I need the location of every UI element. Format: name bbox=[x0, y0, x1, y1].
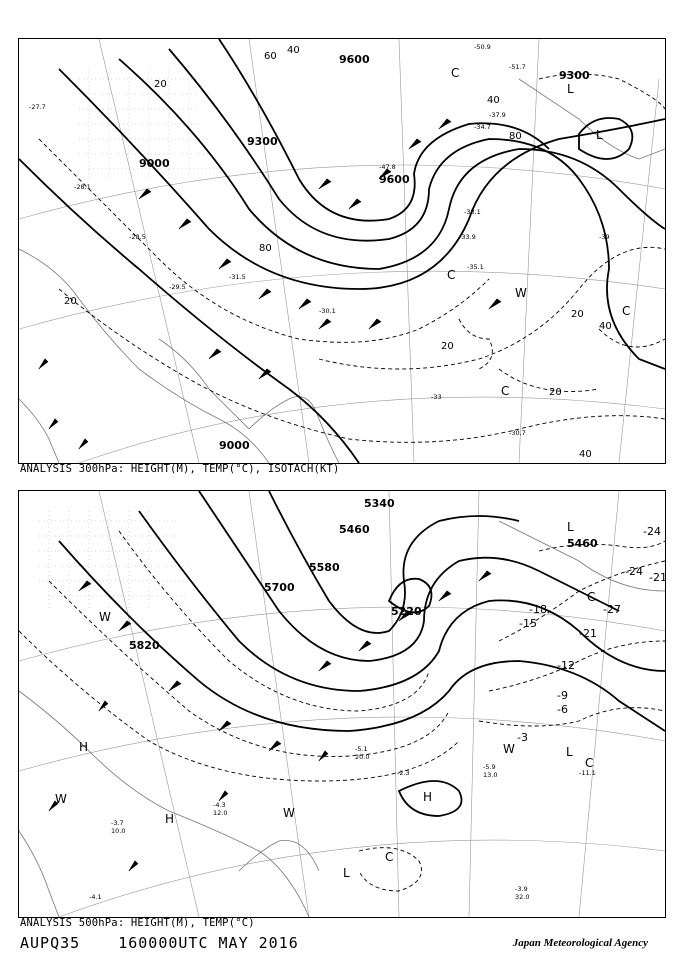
isotherm-label: -27 bbox=[603, 603, 621, 616]
contour-label: 5460 bbox=[339, 523, 370, 536]
cold-marker: C bbox=[622, 304, 631, 318]
low-marker: L bbox=[567, 520, 574, 534]
isotherm-label: -12 bbox=[557, 659, 575, 672]
isotherm-label: -18 bbox=[529, 603, 547, 616]
temp-label: -27.7 bbox=[29, 103, 46, 111]
contour-label: 9000 bbox=[219, 439, 250, 452]
contour-label: 9600 bbox=[379, 173, 410, 186]
isotherm-label: -3 bbox=[517, 731, 528, 744]
cold-marker: C bbox=[447, 268, 456, 282]
temp-label: -29.5 bbox=[169, 283, 186, 291]
map-500hpa bbox=[19, 491, 665, 917]
graticule bbox=[19, 39, 665, 463]
temp-label: -37.9 bbox=[489, 111, 506, 119]
panel-caption-500hpa: ANALYSIS 500hPa: HEIGHT(M), TEMP(°C) bbox=[20, 917, 255, 929]
isotach-label: 20 bbox=[441, 341, 454, 352]
isotherm-label: -6 bbox=[557, 703, 568, 716]
isotach-label: 20 bbox=[571, 309, 584, 320]
station-value: 10.0 bbox=[111, 827, 126, 835]
isotherm-label: -21 bbox=[579, 627, 597, 640]
station-value: -5.1 bbox=[355, 745, 368, 753]
terrain-hatch bbox=[39, 511, 189, 611]
station-value: -5.9 bbox=[483, 763, 496, 771]
contour-label: 5700 bbox=[264, 581, 295, 594]
station-value: -3.7 bbox=[111, 819, 124, 827]
cold-marker: C bbox=[451, 66, 460, 80]
contour-label: 5220 bbox=[391, 605, 422, 618]
graticule bbox=[19, 491, 665, 917]
warm-marker: W bbox=[99, 610, 111, 624]
contour-label: 9000 bbox=[139, 157, 170, 170]
station-value: 12.0 bbox=[213, 809, 228, 817]
isotherm-label: -21 bbox=[649, 571, 667, 584]
contour-label: 5340 bbox=[364, 497, 395, 510]
temp-label: -51.7 bbox=[509, 63, 526, 71]
coastline bbox=[19, 521, 665, 917]
temp-label: -33.1 bbox=[464, 208, 481, 216]
warm-marker: W bbox=[283, 806, 295, 820]
high-marker: H bbox=[165, 812, 175, 826]
cold-marker: C bbox=[385, 850, 394, 864]
temp-label: -30.7 bbox=[509, 429, 526, 437]
station-value: -4.3 bbox=[213, 801, 226, 809]
chart-code: AUPQ35 bbox=[20, 934, 81, 952]
isotach-label: 60 bbox=[264, 51, 277, 62]
low-marker: L bbox=[596, 128, 603, 142]
temp-label: -28.1 bbox=[74, 183, 91, 191]
contour-label: 5580 bbox=[309, 561, 340, 574]
chart-identifier bbox=[20, 934, 327, 952]
temp-label: -35.1 bbox=[467, 263, 484, 271]
high-marker: H bbox=[79, 740, 89, 754]
temp-label: -34.7 bbox=[474, 123, 491, 131]
low-marker: L bbox=[567, 82, 574, 96]
station-value: 32.0 bbox=[515, 893, 530, 901]
temperature-labels bbox=[29, 43, 610, 437]
cold-marker: C bbox=[501, 384, 510, 398]
isotach-label: 40 bbox=[487, 95, 500, 106]
contour-label: 9600 bbox=[339, 53, 370, 66]
contour-label: 9300 bbox=[247, 135, 278, 148]
temp-label: -28.5 bbox=[129, 233, 146, 241]
station-value: -11.1 bbox=[579, 769, 596, 777]
isotherm-labels bbox=[517, 525, 667, 744]
isotherm-label: -24 bbox=[625, 565, 643, 578]
isotach-label: 40 bbox=[287, 45, 300, 56]
cold-marker: C bbox=[585, 756, 594, 770]
station-value: 20.0 bbox=[355, 753, 370, 761]
isotachs bbox=[39, 74, 665, 442]
panel-caption-300hpa: ANALYSIS 300hPa: HEIGHT(M), TEMP(°C), ISOTACH(KT) bbox=[20, 463, 340, 475]
map-300hpa bbox=[19, 39, 665, 463]
temp-label: -39 bbox=[599, 233, 610, 241]
high-marker: H bbox=[423, 790, 433, 804]
warm-marker: W bbox=[55, 792, 67, 806]
station-value: 13.0 bbox=[483, 771, 498, 779]
temp-label: -33 bbox=[431, 393, 442, 401]
temp-label: -47.8 bbox=[379, 163, 396, 171]
isotach-label: 20 bbox=[549, 387, 562, 398]
pressure-systems bbox=[447, 66, 630, 398]
warm-marker: W bbox=[515, 286, 527, 300]
height-contours bbox=[19, 39, 665, 463]
isotach-label: 80 bbox=[509, 131, 522, 142]
agency-name: Japan Meteorological Agency bbox=[512, 937, 648, 949]
warm-marker: W bbox=[503, 742, 515, 756]
isotach-label: 80 bbox=[259, 243, 272, 254]
station-value: -3.9 bbox=[515, 885, 528, 893]
temp-label: -31.5 bbox=[229, 273, 246, 281]
isotach-label: 20 bbox=[64, 296, 77, 307]
pressure-systems bbox=[55, 520, 595, 880]
contour-label: 9300 bbox=[559, 69, 590, 82]
map-panel-500hpa bbox=[18, 490, 666, 918]
temp-label: -33.9 bbox=[459, 233, 476, 241]
low-marker: L bbox=[566, 745, 573, 759]
isotherm-label: -15 bbox=[519, 617, 537, 630]
low-marker: L bbox=[343, 866, 350, 880]
chart-datetime: 160000UTC MAY 2016 bbox=[118, 934, 299, 952]
map-panel-300hpa bbox=[18, 38, 666, 464]
temp-label: -50.9 bbox=[474, 43, 491, 51]
isotach-label: 40 bbox=[579, 449, 592, 460]
cold-marker: C bbox=[587, 590, 596, 604]
isotherm-label: -9 bbox=[557, 689, 568, 702]
isotach-label: 20 bbox=[154, 79, 167, 90]
temp-label: -30.1 bbox=[319, 307, 336, 315]
contour-label: 5820 bbox=[129, 639, 160, 652]
contour-label: 5460 bbox=[567, 537, 598, 550]
station-value: -4.1 bbox=[89, 893, 102, 901]
station-value: -2.3 bbox=[397, 769, 410, 777]
isotherm-label: -24 bbox=[643, 525, 661, 538]
isotach-label: 40 bbox=[599, 321, 612, 332]
